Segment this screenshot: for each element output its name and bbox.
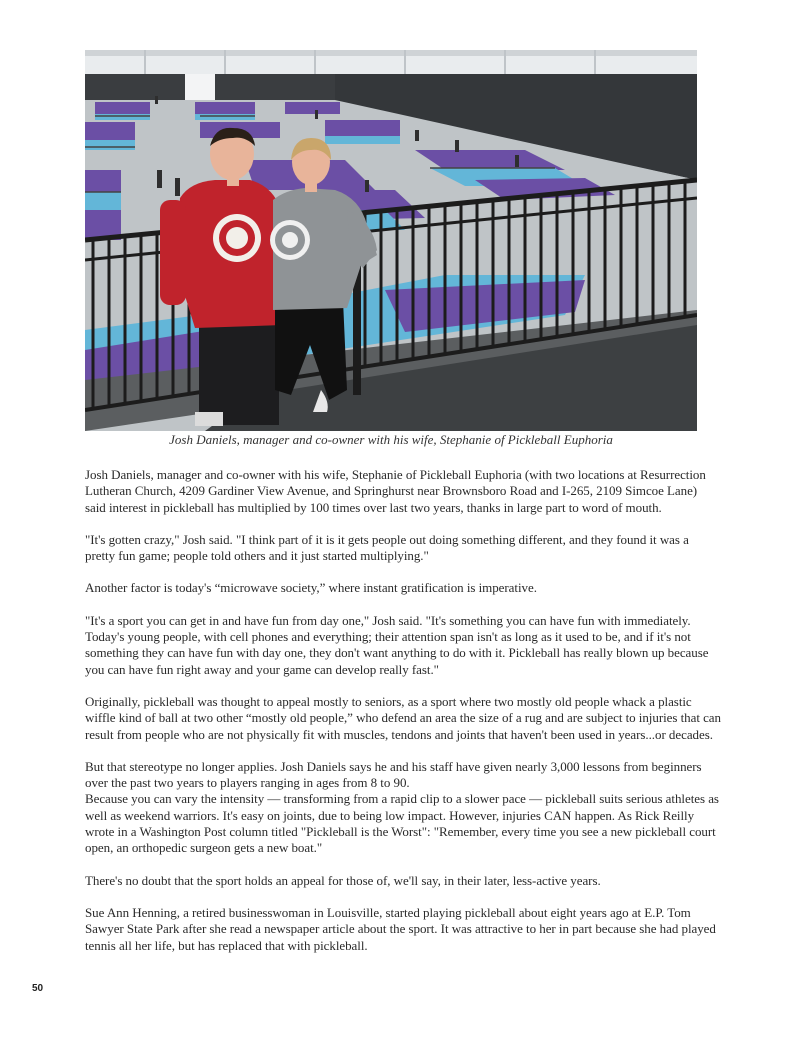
article-photo <box>85 50 697 431</box>
paragraph-stereotype: But that stereotype no longer applies. Josh Daniels says he and his staff have given nearly 3,000 lessons from beginners over the past two years to players ranging in ages from 8 to 90. <box>85 758 702 791</box>
paragraph-appeal: There's no doubt that the sport holds an appeal for those of, we'll say, in their later, less-active years. <box>85 872 601 888</box>
paragraph-intro: Josh Daniels, manager and co-owner with his wife, Stephanie of Pickleball Euphoria (with two locations at Resurrection Lutheran Church, 4209 Gardiner View Avenue, and Springhurst near Brownsboro Road and I-265, 2109 Simcoe Lane) said interest in pickleball has multiplied by 100 times over last two years, thanks in large part to word of mouth. <box>85 467 706 515</box>
paragraph-seniors: Originally, pickleball was thought to appeal mostly to seniors, as a sport where two mostly old people whack a plastic wiffle kind of ball at two other “mostly old people,” who defend an area the size of a rug and are subject to injuries that can result from people who are not physically fit with muscles, tendons and joints that haven't been used in years...or decades. <box>85 693 721 742</box>
photo-caption: Josh Daniels, manager and co-owner with his wife, Stephanie of Pickleball Euphoria <box>169 432 613 447</box>
paragraph-intensity: Because you can vary the intensity — transforming from a rapid clip to a slower pace — pickleball suits serious athletes as well as weekend warriors. It's easy on joints, due to being low impact. However, injuries CAN happen. As Rick Reilly wrote in a Washington Post column titled "Pickleball is the Worst": "Remember, every time you see a new pickleball court open, an orthopedic surgeon gets a new boat." <box>85 791 719 856</box>
paragraph-quote-fun: "It's a sport you can get in and have fun from day one," Josh said. "It's something you can have fun with immediately. Today's young people, with cell phones and everything; their attention span isn't as long as it used to be, and if it's not something they can have fun with day one, they don't want anything to do with it. Pickleball has really blown up because you can have fun right away and your game can develop really fast." <box>85 612 709 677</box>
paragraph-microwave: Another factor is today's “microwave society,” where instant gratification is imperative. <box>85 580 537 596</box>
paragraph-henning: Sue Ann Henning, a retired businesswoman in Louisville, started playing pickleball about eight years ago at E.P. Tom Sawyer State Park after she read a newspaper article about the sport. It was attractive to her in part because she had played tennis all her life, but has replaced that with pickleball. <box>85 904 716 953</box>
photo-illustration <box>85 50 697 431</box>
page-number: 50 <box>32 983 44 994</box>
paragraph-quote-crazy: "It's gotten crazy," Josh said. "I think part of it is it gets people out doing something different, and they found it was a pretty fun game; people told others and it just started multiplying." <box>85 531 689 564</box>
article-body <box>85 467 721 970</box>
